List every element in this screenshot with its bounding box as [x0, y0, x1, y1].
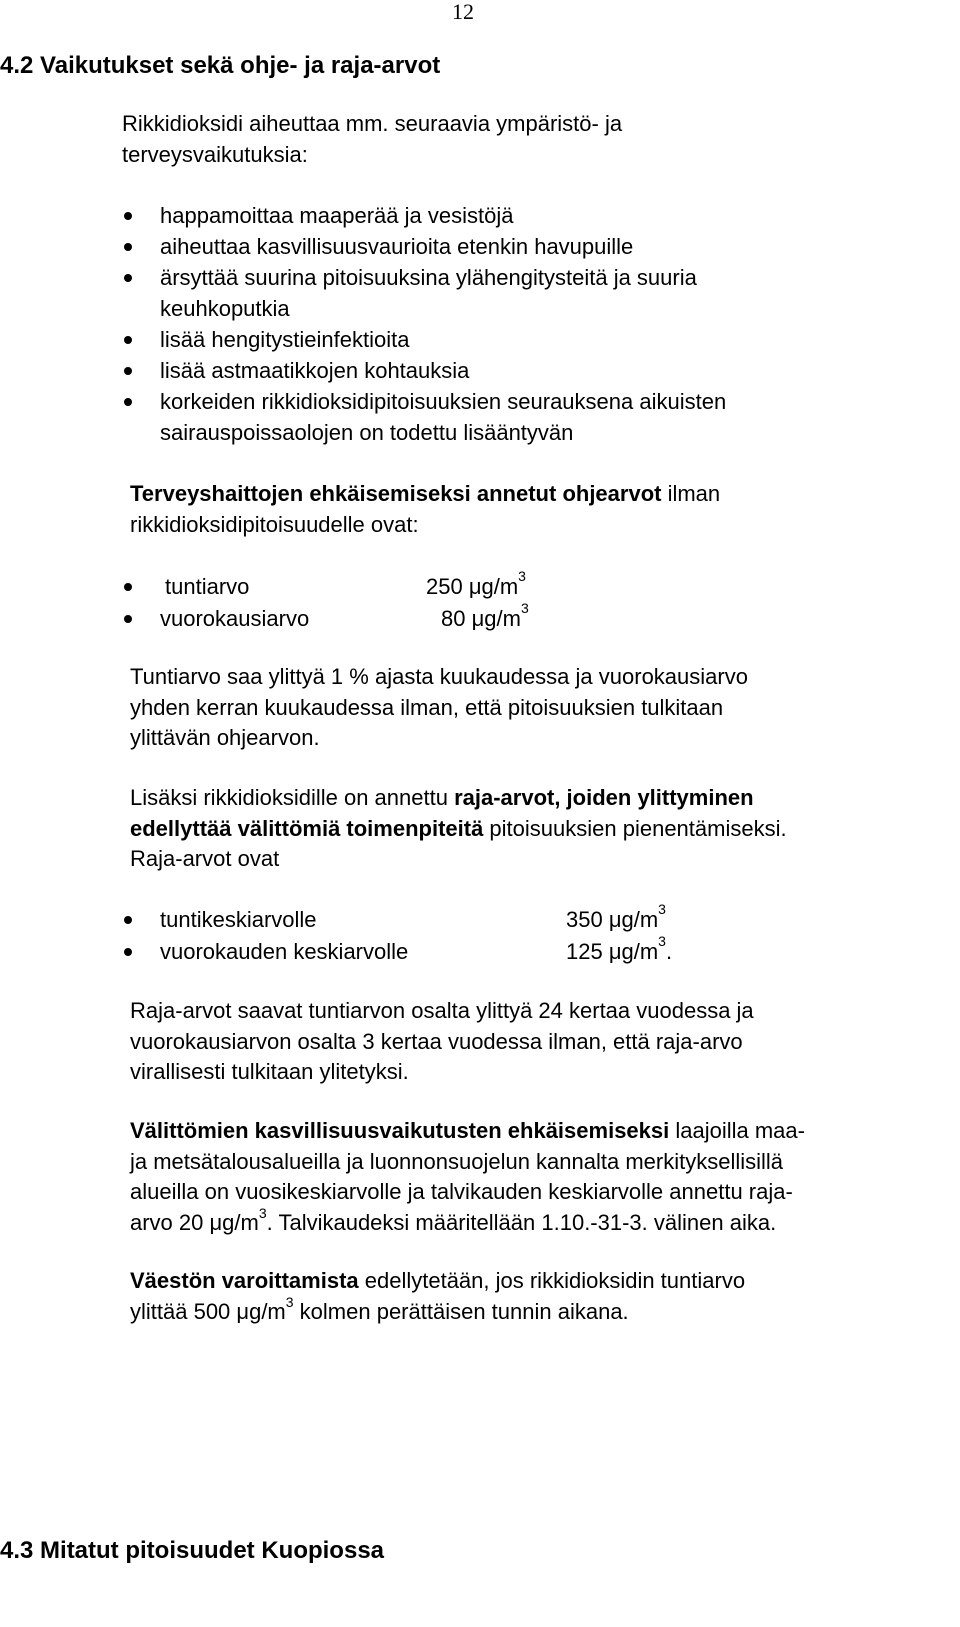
value-text: 80 $\mu g/m^3$ — [441, 600, 529, 631]
bullet-icon — [124, 948, 132, 956]
intro-paragraph: Rikkidioksidi aiheuttaa mm. seuraavia ympäristö- ja terveysvaikutuksia: — [122, 111, 623, 167]
value-text: 250 $\mu g/m^3$ — [426, 568, 526, 599]
bullet-icon — [124, 916, 132, 924]
bullet-icon — [124, 336, 132, 344]
value-text: 125 $\mu g/m^3$. — [566, 933, 673, 964]
bullet-icon — [124, 243, 132, 251]
guideline-intro-paragraph: Terveyshaittojen ehkäisemiseksi annetut ohjearvot ilman rikkidioksidipitoisuudelle ovat: — [130, 481, 721, 537]
bullet-icon — [124, 212, 132, 220]
limit-intro-paragraph: Lisäksi rikkidioksidille on annettu raja-arvot, joiden ylittyminen edellyttää välittömiä toimenpiteitä pitoisuuksien pienentämiseksi. Raja-arvot ovat — [130, 785, 787, 871]
bullet-icon — [124, 398, 132, 406]
value-text: 350 $\mu g/m^3$ — [566, 901, 666, 932]
bullet-icon — [124, 274, 132, 282]
next-section-heading: 4.3 Mitatut pitoisuudet Kuopiossa — [0, 1537, 385, 1564]
bullet-icon — [124, 615, 132, 623]
bullet-icon — [124, 367, 132, 375]
bullet-icon — [124, 583, 132, 591]
limit-note-paragraph: Raja-arvot saavat tuntiarvon osalta ylittyä 24 kertaa vuodessa ja vuorokausiarvon osalta 3 kertaa vuodessa ilman, että raja-arvo virallisesti tulkitaan ylitetyksi. — [130, 998, 754, 1084]
guideline-note-paragraph: Tuntiarvo saa ylittyä 1 % ajasta kuukaudessa ja vuorokausiarvo yhden kerran kuukaudessa ilman, että pitoisuuksien tulkitaan ylittävän ohjearvon. — [130, 664, 748, 750]
warning-paragraph: Väestön varoittamista edellytetään, jos rikkidioksidin tuntiarvo ylittää 500 $\mu g/m^3$ kolmen perättäisen tunnin aikana. — [130, 1268, 746, 1324]
section-heading: 4.2 Vaikutukset sekä ohje- ja raja-arvot — [0, 52, 441, 79]
page-number: 12 — [452, 0, 474, 24]
guideline-intro-bold: Terveyshaittojen ehkäisemiseksi annetut ohjearvot — [130, 481, 662, 506]
vegetation-paragraph: Välittömien kasvillisuusvaikutusten ehkäisemiseksi laajoilla maa- ja metsätalousalueilla ja luonnonsuojelun kannalta merkityksellisillä alueilla on vuosikeskiarvolle ja talvikauden keskiarvolle annettu raja- arvo 20 $\mu g/m^3$. Talvikaudeksi määritellään 1.10.-31-3. välinen aika. — [130, 1118, 805, 1235]
